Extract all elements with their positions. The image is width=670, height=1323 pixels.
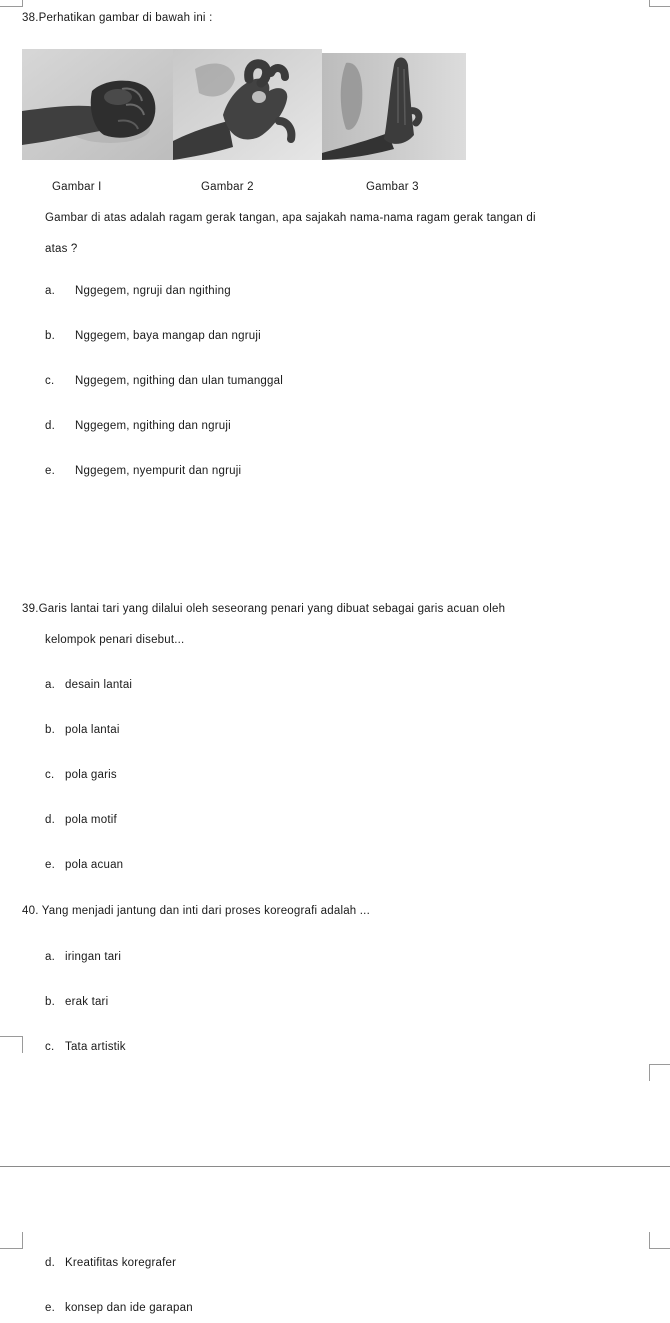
option-text: Nggegem, baya mangap dan ngruji <box>75 330 261 342</box>
caption-gambar-1: Gambar I <box>52 181 102 193</box>
option-text: Tata artistik <box>65 1041 126 1053</box>
option-letter: b. <box>45 330 55 342</box>
option-letter: a. <box>45 679 55 691</box>
question-40-title: 40. Yang menjadi jantung dan inti dari proses koreografi adalah ... <box>22 905 370 917</box>
page-corner-mark <box>649 1064 670 1081</box>
option-38-b[interactable] <box>45 330 261 342</box>
page-break-line <box>0 1166 670 1167</box>
option-40-e[interactable] <box>45 1302 193 1314</box>
option-letter: c. <box>45 1041 55 1053</box>
option-38-a[interactable] <box>45 285 231 297</box>
option-39-b[interactable] <box>45 724 120 736</box>
page-corner-mark <box>0 1232 23 1249</box>
option-text: iringan tari <box>65 951 122 963</box>
fist-photo <box>22 49 173 160</box>
question-39-line1: 39.Garis lantai tari yang dilalui oleh seseorang penari yang dibuat sebagai garis acuan oleh <box>22 603 506 615</box>
caption-gambar-3: Gambar 3 <box>366 181 419 193</box>
option-letter: e. <box>45 465 55 477</box>
option-letter: b. <box>45 724 55 736</box>
page-corner-mark <box>0 1036 23 1053</box>
option-letter: d. <box>45 1257 55 1269</box>
option-38-d[interactable] <box>45 420 231 432</box>
option-letter: a. <box>45 285 55 297</box>
page-corner-mark <box>649 1232 670 1249</box>
option-text: pola lantai <box>65 724 120 736</box>
option-38-e[interactable] <box>45 465 241 477</box>
flat-hand-photo <box>322 53 466 160</box>
question-38-stem-line2: atas ? <box>45 243 78 255</box>
option-letter: e. <box>45 859 55 871</box>
ok-hand-photo <box>173 49 322 160</box>
option-text: erak tari <box>65 996 109 1008</box>
option-40-a[interactable] <box>45 951 121 963</box>
option-letter: d. <box>45 814 55 826</box>
option-text: Nggegem, ngruji dan ngithing <box>75 285 231 297</box>
option-letter: c. <box>45 375 55 387</box>
caption-gambar-2: Gambar 2 <box>201 181 254 193</box>
option-text: Kreatifitas koregrafer <box>65 1257 177 1269</box>
page-corner-mark <box>0 0 23 7</box>
option-text: Nggegem, nyempurit dan ngruji <box>75 465 242 477</box>
option-text: pola motif <box>65 814 117 826</box>
option-39-e[interactable] <box>45 859 123 871</box>
option-39-c[interactable] <box>45 769 117 781</box>
option-text: Nggegem, ngithing dan ngruji <box>75 420 231 432</box>
option-text: desain lantai <box>65 679 133 691</box>
option-text: Nggegem, ngithing dan ulan tumanggal <box>75 375 283 387</box>
option-40-c[interactable] <box>45 1041 126 1053</box>
question-39-line2: kelompok penari disebut... <box>45 634 185 646</box>
page-corner-mark <box>649 0 670 7</box>
question-38-stem-line1: Gambar di atas adalah ragam gerak tangan, apa sajakah nama-nama ragam gerak tangan di <box>45 212 536 224</box>
option-letter: b. <box>45 996 55 1008</box>
option-letter: a. <box>45 951 55 963</box>
option-39-d[interactable] <box>45 814 117 826</box>
option-40-b[interactable] <box>45 996 108 1008</box>
option-39-a[interactable] <box>45 679 132 691</box>
option-text: pola acuan <box>65 859 124 871</box>
option-letter: e. <box>45 1302 55 1314</box>
option-letter: d. <box>45 420 55 432</box>
option-text: konsep dan ide garapan <box>65 1302 193 1314</box>
option-letter: c. <box>45 769 55 781</box>
option-38-c[interactable] <box>45 375 283 387</box>
question-38-title: 38.Perhatikan gambar di bawah ini : <box>22 12 213 24</box>
option-40-d[interactable] <box>45 1257 176 1269</box>
option-text: pola garis <box>65 769 117 781</box>
